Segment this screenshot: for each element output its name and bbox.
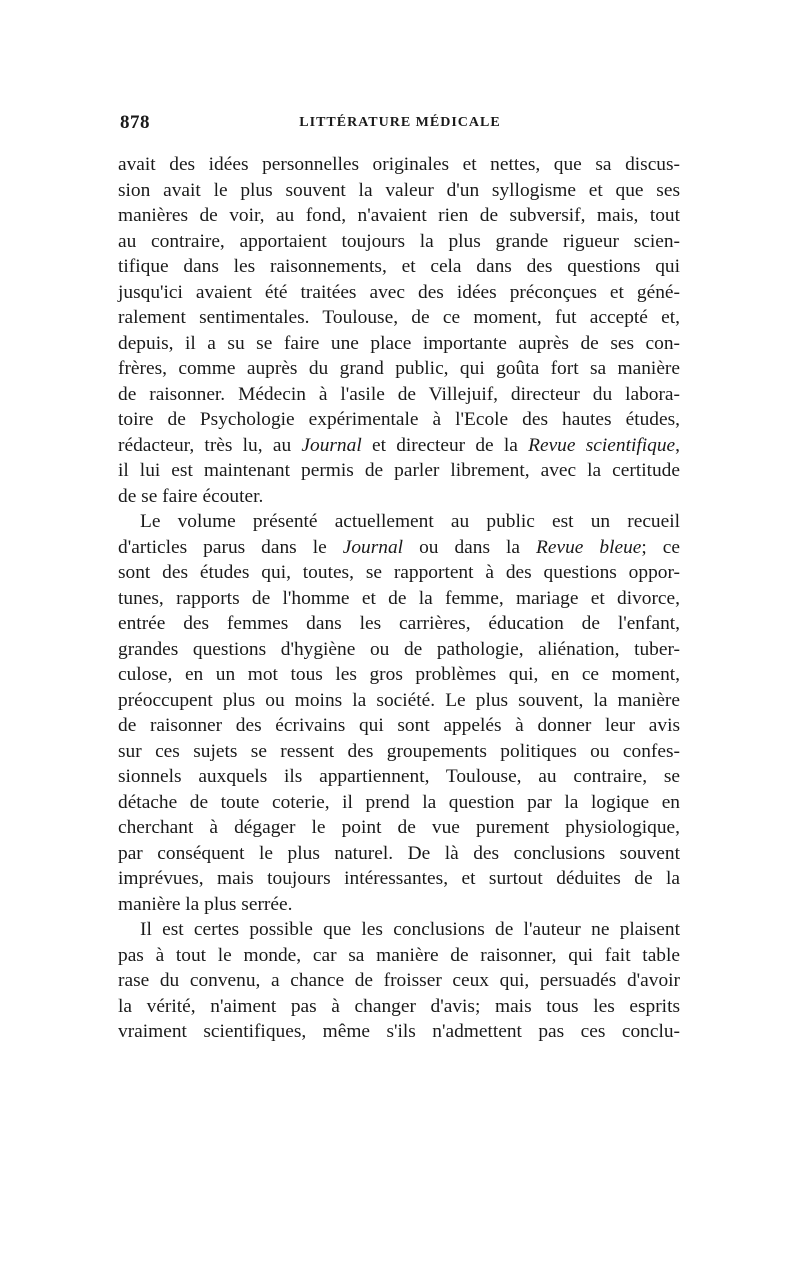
text-line: tifique dans les raisonnements, et cela dans des questions qui [118,256,680,277]
text-line: la vérité, n'aiment pas à changer d'avis; mais tous les esprits [118,995,680,1017]
text-line: entrée des femmes dans les carrières, éducation de l'enfant, [118,613,680,634]
page-header [120,112,680,142]
paragraph-2 [118,509,680,917]
text-line: manières de voir, au fond, n'avaient rien de subversif, mais, tout [118,205,680,226]
italic-title: Revue bleue [536,536,642,558]
text-line: grandes questions d'hygiène ou de pathologie, aliénation, tuber- [118,638,680,660]
text-line: il lui est maintenant permis de parler librement, avec la certitude [118,460,680,481]
text-line: sionnels auxquels ils appartiennent, Toulouse, au contraire, se [118,766,680,787]
text-line: rédacteur, très lu, au Journal et directeur de la Revue scientifique, [118,434,680,456]
text-line: sont des études qui, toutes, se rapportent à des questions oppor- [118,562,680,583]
text-line: de se faire écouter. [118,485,264,507]
text-line: tunes, rapports de l'homme et de la femme, mariage et divorce, [118,587,680,609]
text-line: manière la plus serrée. [118,893,293,915]
text-line: d'articles parus dans le Journal ou dans la Revue bleue; ce [118,536,680,558]
paragraph-1 [118,152,680,509]
text-line: au contraire, apportaient toujours la plus grande rigueur scien- [118,230,680,252]
text-line: Le volume présenté actuellement au public est un recueil [140,511,680,532]
paragraph-3 [118,917,680,1045]
page-number: 878 [120,112,150,133]
running-title: LITTÉRATURE MÉDICALE [299,115,501,130]
text-line: ralement sentimentales. Toulouse, de ce moment, fut accepté et, [118,307,680,328]
italic-title: Journal [301,434,362,456]
text-line: depuis, il a su se faire une place importante auprès de ses con- [118,332,680,354]
text-line: avait des idées personnelles originales et nettes, que sa discus- [118,154,680,175]
text-line: imprévues, mais toujours intéressantes, et surtout déduites de la [118,868,680,889]
text-line: rase du convenu, a chance de froisser ceux qui, persuadés d'avoir [118,970,680,991]
text-line: cherchant à dégager le point de vue purement physiologique, [118,817,680,838]
text-line: vraiment scientifiques, même s'ils n'admettent pas ces conclu- [118,1021,680,1042]
text-line: sion avait le plus souvent la valeur d'un syllogisme et que ses [118,179,680,201]
text-line: jusqu'ici avaient été traitées avec des idées préconçues et géné- [118,281,680,303]
italic-title: Journal [342,536,404,558]
body-text [118,152,680,1045]
text-line: sur ces sujets se ressent des groupements politiques ou confes- [118,740,680,762]
text-line: culose, en un mot tous les gros problèmes qui, en ce moment, [118,664,680,685]
text-line: pas à tout le monde, car sa manière de raisonner, qui fait table [118,944,680,966]
text-line: par conséquent le plus naturel. De là des conclusions souvent [118,842,680,864]
italic-title: Revue scientifique [528,434,676,456]
text-line: Il est certes possible que les conclusions de l'auteur ne plaisent [140,919,680,940]
text-line: détache de toute coterie, il prend la question par la logique en [118,791,680,813]
text-line: de raisonner des écrivains qui sont appelés à donner leur avis [118,715,680,736]
text-line: frères, comme auprès du grand public, qui goûta fort sa manière [118,358,680,379]
text-line: préoccupent plus ou moins la société. Le plus souvent, la manière [118,689,680,711]
text-line: de raisonner. Médecin à l'asile de Villejuif, directeur du labora- [118,383,680,405]
text-line: toire de Psychologie expérimentale à l'Ecole des hautes études, [118,409,680,430]
